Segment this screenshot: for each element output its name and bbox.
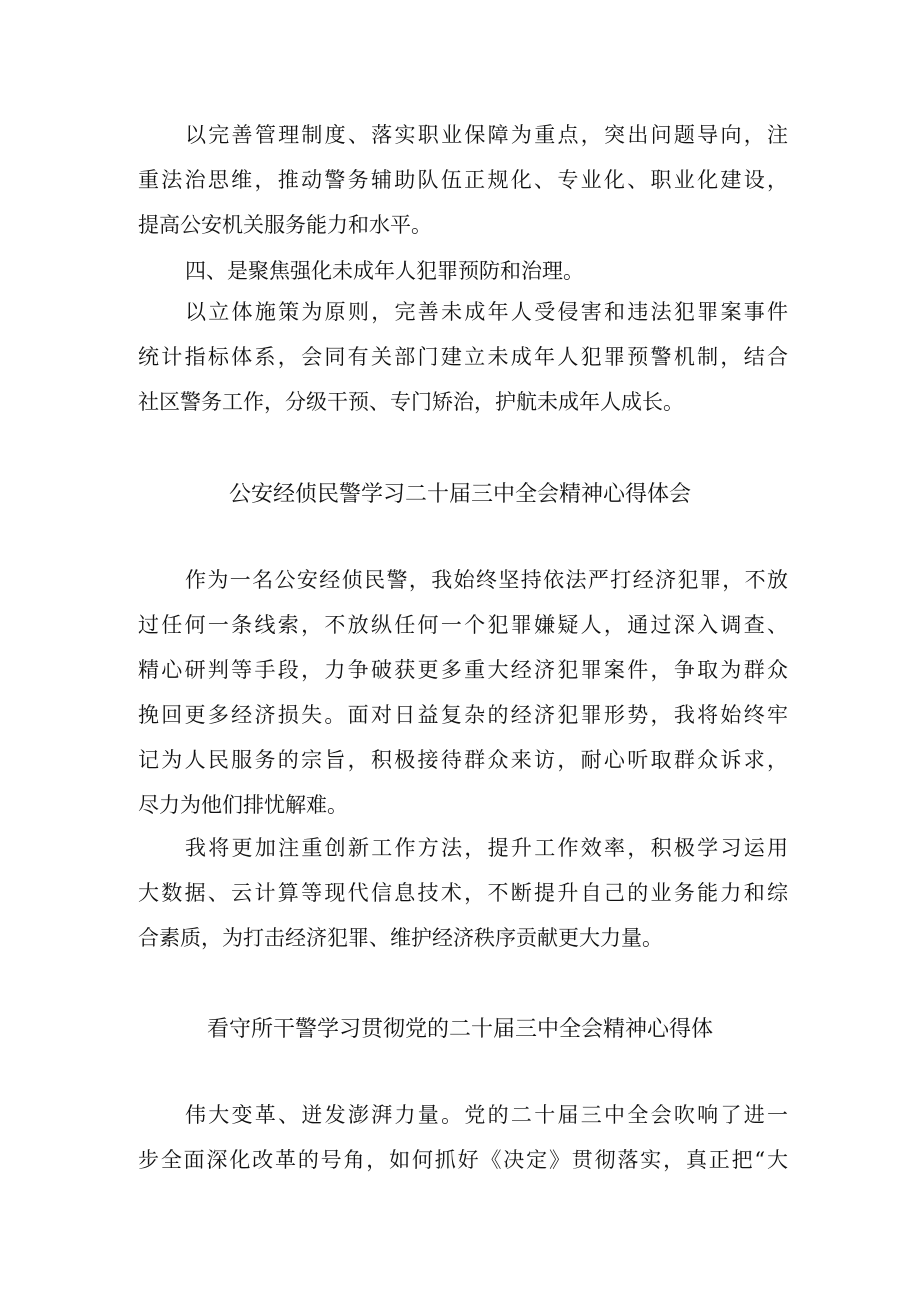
article1-p2-line-2: 大数据、云计算等现代信息技术，不断提升自己的业务能力和综 [138,881,788,905]
article1-p1-line-2: 过任何一条线索，不放纵任何一个犯罪嫌疑人，通过深入调查、 [138,613,788,637]
article1-p2-line-3: 合素质，为打击经济犯罪、维护经济秩序贡献更大力量。 [138,926,663,950]
article2-p1-line-1: 伟大变革、迸发澎湃力量。党的二十届三中全会吹响了进一 [185,1103,788,1127]
section1-line-3: 提高公安机关服务能力和水平。 [138,213,432,237]
article1-p1-line-3: 精心研判等手段，力争破获更多重大经济犯罪案件，争取为群众 [138,658,788,682]
article1-p1-line-4: 挽回更多经济损失。面对日益复杂的经济犯罪形势，我将始终牢 [138,703,788,727]
article1-p2-line-1: 我将更加注重创新工作方法，提升工作效率，积极学习运用 [185,836,788,860]
section2-heading: 四、是聚焦强化未成年人犯罪预防和治理。 [185,259,584,283]
article1-title: 公安经侦民警学习二十届三中全会精神心得体会 [228,482,691,507]
article1-p1-line-5: 记为人民服务的宗旨，积极接待群众来访，耐心听取群众诉求， [138,748,788,772]
section2-line-3: 社区警务工作，分级干预、专门矫治，护航未成年人成长。 [138,390,684,414]
section2-line-1: 以立体施策为原则，完善未成年人受侵害和违法犯罪案事件 [185,300,788,324]
section2-line-2: 统计指标体系，会同有关部门建立未成年人犯罪预警机制，结合 [138,345,788,369]
article2-p1-line-2: 步全面深化改革的号角，如何抓好《决定》贯彻落实，真正把“大 [138,1148,788,1172]
section1-line-1: 以完善管理制度、落实职业保障为重点，突出问题导向，注 [185,123,788,147]
article1-p1-line-1: 作为一名公安经侦民警，我始终坚持依法严打经济犯罪，不放 [185,568,788,592]
article2-title: 看守所干警学习贯彻党的二十届三中全会精神心得体 [206,1017,713,1042]
section1-line-2: 重法治思维，推动警务辅助队伍正规化、专业化、职业化建设， [138,168,788,192]
article1-p1-line-6: 尽力为他们排忧解难。 [138,793,348,817]
